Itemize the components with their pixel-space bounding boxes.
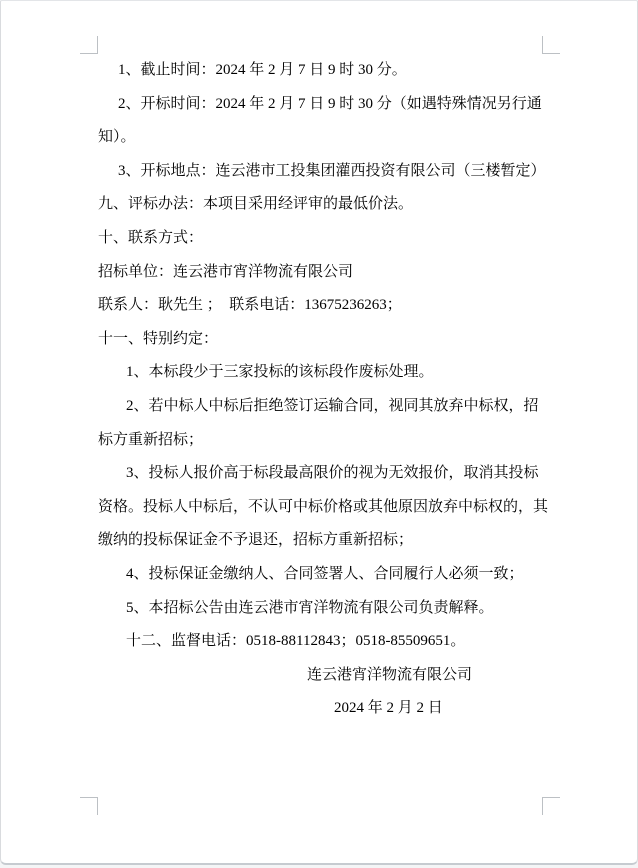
margin-mark-top-right-icon (542, 36, 560, 54)
line-special-3-wrap-1: 资格。投标人中标后，不认可中标价格或其他原因放弃中标权的，其 (98, 498, 549, 515)
document-body (98, 54, 558, 726)
line-special-3-wrap-2: 缴纳的投标保证金不予退还，招标方重新招标； (98, 532, 414, 549)
line-special-4: 4、投标保证金缴纳人、合同签署人、合同履行人必须一致； (126, 565, 524, 582)
margin-mark-bottom-right-icon (542, 797, 560, 815)
line-deadline: 1、截止时间：2024 年 2 月 7 日 9 时 30 分。 (118, 62, 407, 78)
line-signature-date: 2024 年 2 月 2 日 (334, 700, 443, 717)
line-special-3: 3、投标人报价高于标段最高限价的视为无效报价，取消其投标 (126, 465, 539, 482)
line-signature-company: 连云港宵洋物流有限公司 (307, 666, 473, 683)
line-section-12-supervision: 十二、监督电话：0518-88112843；0518-85509651。 (126, 633, 466, 650)
margin-mark-bottom-left-icon (80, 797, 98, 815)
line-section-9-evaluation: 九、评标办法：本项目采用经评审的最低价法。 (98, 196, 414, 213)
line-open-time: 2、开标时间：2024 年 2 月 7 日 9 时 30 分（如遇特殊情况另行通 (118, 95, 542, 112)
line-section-10-contact: 十、联系方式： (98, 229, 204, 246)
line-special-1: 1、本标段少于三家投标的该标段作废标处理。 (126, 364, 434, 381)
line-special-2-wrap: 标方重新招标； (98, 431, 204, 448)
line-special-5: 5、本招标公告由连云港市宵洋物流有限公司负责解释。 (126, 599, 494, 616)
line-section-11-special: 十一、特别约定： (98, 330, 219, 347)
line-open-time-wrap: 知）。 (98, 129, 136, 146)
line-tender-unit: 招标单位：连云港市宵洋物流有限公司 (98, 263, 354, 280)
line-contact-person: 联系人：耿先生 ； 联系电话：13675236263； (98, 297, 402, 314)
line-special-2: 2、若中标人中标后拒绝签订运输合同，视同其放弃中标权，招 (126, 397, 539, 414)
line-open-place: 3、开标地点：连云港市工投集团灌西投资有限公司（三楼暂定） (118, 162, 546, 179)
margin-mark-top-left-icon (80, 36, 98, 54)
